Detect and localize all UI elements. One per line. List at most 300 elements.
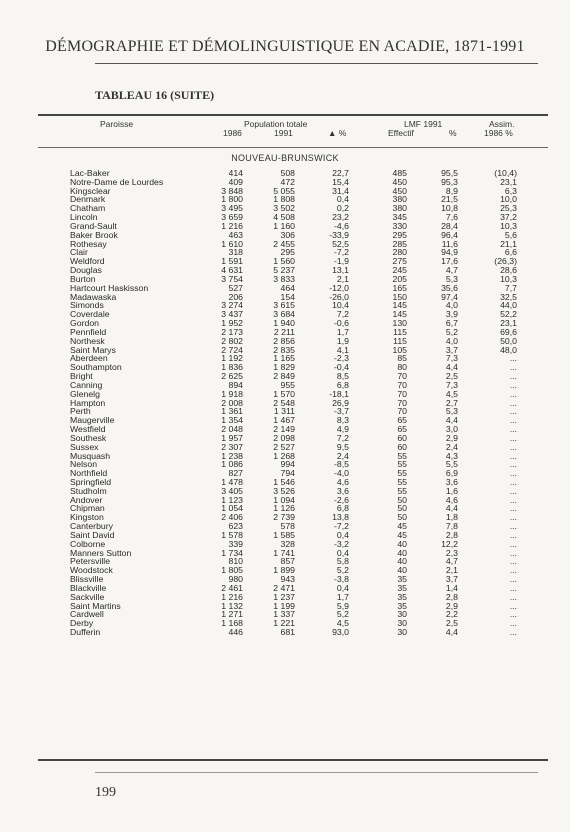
header-assim-year: 1986 % xyxy=(484,128,513,138)
cell-var: 2,1 xyxy=(336,273,349,284)
cell-name: Perth xyxy=(70,406,91,417)
cell-eff: 50 xyxy=(397,494,407,505)
cell-eff: 55 xyxy=(397,468,407,479)
cell-var: 6,8 xyxy=(336,379,349,390)
cell-eff: 70 xyxy=(397,397,407,408)
cell-p91: 681 xyxy=(280,627,295,638)
cell-pct: 95,3 xyxy=(441,176,458,187)
table-top-rule xyxy=(38,114,548,116)
cell-p86: 2 008 xyxy=(221,397,243,408)
cell-p91: 3 502 xyxy=(273,203,295,214)
cell-p86: 2 461 xyxy=(221,582,243,593)
cell-assim: ... xyxy=(509,415,517,426)
page-number: 199 xyxy=(95,785,116,800)
cell-assim: 25,3 xyxy=(500,203,517,214)
cell-eff: 30 xyxy=(397,609,407,620)
cell-var: -3,8 xyxy=(334,574,349,585)
cell-eff: 40 xyxy=(397,565,407,576)
cell-eff: 70 xyxy=(397,406,407,417)
cell-p86: 3 754 xyxy=(221,273,243,284)
cell-pct: 2,5 xyxy=(445,371,458,382)
cell-name: Derby xyxy=(70,618,94,629)
cell-eff: 105 xyxy=(392,344,407,355)
cell-eff: 30 xyxy=(397,618,407,629)
cell-eff: 450 xyxy=(392,176,407,187)
cell-pct: 1,8 xyxy=(445,512,458,523)
cell-var: 0,4 xyxy=(336,582,349,593)
cell-var: 5,9 xyxy=(336,600,349,611)
cell-pct: 5,3 xyxy=(445,406,458,417)
cell-p86: 2 307 xyxy=(221,441,243,452)
cell-p86: 414 xyxy=(228,168,243,178)
cell-p91: 578 xyxy=(280,521,295,532)
cell-assim: (10,4) xyxy=(494,168,517,178)
cell-p91: 3 526 xyxy=(273,485,295,496)
cell-pct: 4,6 xyxy=(445,494,458,505)
cell-var: 5,8 xyxy=(336,556,349,567)
cell-pct: 4,7 xyxy=(445,265,458,276)
cell-assim: ... xyxy=(509,609,517,620)
cell-name: Rothesay xyxy=(70,238,107,249)
cell-p91: 464 xyxy=(280,282,295,293)
cell-p86: 1 800 xyxy=(221,194,243,205)
cell-var: 3,6 xyxy=(336,485,349,496)
cell-eff: 145 xyxy=(392,300,407,311)
cell-pct: 95,5 xyxy=(441,168,458,178)
cell-name: Glenelg xyxy=(70,388,100,399)
cell-pct: 3,9 xyxy=(445,309,458,320)
cell-p86: 2 406 xyxy=(221,512,243,523)
cell-eff: 85 xyxy=(397,353,407,364)
cell-eff: 50 xyxy=(397,512,407,523)
cell-p91: 1 311 xyxy=(273,406,295,417)
cell-assim: ... xyxy=(509,353,517,364)
cell-p86: 206 xyxy=(228,291,243,302)
cell-var: 26,9 xyxy=(332,397,349,408)
cell-p86: 527 xyxy=(228,282,243,293)
cell-pct: 4,5 xyxy=(445,388,458,399)
cell-var: -2,3 xyxy=(334,353,349,364)
cell-p91: 2 835 xyxy=(273,344,295,355)
cell-eff: 55 xyxy=(397,476,407,487)
cell-name: Gordon xyxy=(70,318,99,329)
cell-p91: 1 094 xyxy=(273,494,295,505)
cell-assim: ... xyxy=(509,441,517,452)
cell-p91: 1 126 xyxy=(273,503,295,514)
cell-assim: ... xyxy=(509,450,517,461)
cell-var: -2,6 xyxy=(334,494,349,505)
cell-pct: 10,8 xyxy=(441,203,458,214)
cell-assim: ... xyxy=(509,538,517,549)
running-head: DÉMOGRAPHIE ET DÉMOLINGUISTIQUE EN ACADIE, 1871-1991 xyxy=(45,38,525,55)
cell-eff: 130 xyxy=(392,318,407,329)
cell-p86: 463 xyxy=(228,229,243,240)
cell-p91: 1 268 xyxy=(273,450,295,461)
cell-assim: 32,5 xyxy=(500,291,517,302)
cell-name: Chipman xyxy=(70,503,105,514)
cell-p86: 3 437 xyxy=(221,309,243,320)
cell-eff: 150 xyxy=(392,291,407,302)
cell-assim: ... xyxy=(509,618,517,629)
cell-p91: 2 211 xyxy=(273,326,295,337)
cell-pct: 97,4 xyxy=(441,291,458,302)
cell-var: -33,9 xyxy=(329,229,349,240)
cell-assim: ... xyxy=(509,459,517,470)
cell-assim: ... xyxy=(509,476,517,487)
cell-pct: 2,9 xyxy=(445,600,458,611)
cell-var: 7,2 xyxy=(336,309,349,320)
cell-var: 5,2 xyxy=(336,565,349,576)
header-paroisse: Paroisse xyxy=(100,119,134,129)
cell-name: Andover xyxy=(70,494,103,505)
table-bottom-rule xyxy=(38,759,548,761)
cell-pct: 5,3 xyxy=(445,273,458,284)
cell-var: -4,0 xyxy=(334,468,349,479)
cell-p86: 1 216 xyxy=(221,220,243,231)
cell-name: Weldford xyxy=(70,256,105,267)
cell-var: 5,2 xyxy=(336,609,349,620)
cell-name: Musquash xyxy=(70,450,111,461)
table-row xyxy=(0,628,570,637)
cell-assim: ... xyxy=(509,503,517,514)
cell-var: 4,9 xyxy=(336,424,349,435)
cell-p91: 1 546 xyxy=(273,476,295,487)
cell-var: 31,4 xyxy=(332,185,349,196)
cell-pct: 4,0 xyxy=(445,335,458,346)
cell-pct: 7,8 xyxy=(445,521,458,532)
cell-var: 23,2 xyxy=(332,212,349,223)
cell-p91: 295 xyxy=(280,247,295,258)
cell-p86: 339 xyxy=(228,538,243,549)
cell-pct: 12,2 xyxy=(441,538,458,549)
cell-eff: 40 xyxy=(397,538,407,549)
cell-name: Lincoln xyxy=(70,212,98,223)
cell-assim: ... xyxy=(509,468,517,479)
cell-p86: 1 132 xyxy=(221,600,243,611)
cell-assim: ... xyxy=(509,362,517,373)
cell-p86: 1 957 xyxy=(221,432,243,443)
cell-p86: 3 405 xyxy=(221,485,243,496)
table-title: TABLEAU 16 (SUITE) xyxy=(95,88,215,102)
cell-p86: 1 805 xyxy=(221,565,243,576)
cell-var: 8,5 xyxy=(336,371,349,382)
cell-eff: 35 xyxy=(397,582,407,593)
cell-var: -3,2 xyxy=(334,538,349,549)
cell-p91: 1 199 xyxy=(273,600,295,611)
header-1986: 1986 xyxy=(223,128,242,138)
cell-name: Bright xyxy=(70,371,93,382)
cell-p86: 1 361 xyxy=(221,406,243,417)
cell-pct: 3,7 xyxy=(445,344,458,355)
cell-var: 13,1 xyxy=(332,265,349,276)
cell-p86: 1 578 xyxy=(221,529,243,540)
cell-eff: 115 xyxy=(393,335,407,346)
cell-p86: 894 xyxy=(228,379,243,390)
cell-name: Nelson xyxy=(70,459,98,470)
cell-p91: 2 739 xyxy=(273,512,295,523)
cell-pct: 7,3 xyxy=(445,353,458,364)
running-head-rule xyxy=(95,63,538,64)
cell-p91: 2 849 xyxy=(273,371,295,382)
cell-pct: 1,4 xyxy=(445,582,458,593)
header-delta-pct: ▲ % xyxy=(328,128,347,138)
cell-pct: 2,1 xyxy=(445,565,458,576)
cell-p86: 1 734 xyxy=(221,547,243,558)
cell-pct: 6,9 xyxy=(445,468,458,479)
header-population-totale: Population totale xyxy=(244,119,308,129)
cell-p91: 955 xyxy=(280,379,295,390)
cell-assim: 10,3 xyxy=(500,220,517,231)
cell-var: -8,5 xyxy=(334,459,349,470)
cell-eff: 50 xyxy=(397,503,407,514)
header-lmf1991: LMF 1991 xyxy=(404,119,443,129)
cell-var: -26,0 xyxy=(329,291,349,302)
header-pct: % xyxy=(449,128,457,138)
cell-eff: 45 xyxy=(397,529,407,540)
cell-assim: 44,0 xyxy=(500,300,517,311)
cell-assim: ... xyxy=(509,494,517,505)
cell-var: 4,6 xyxy=(336,476,349,487)
cell-eff: 485 xyxy=(392,168,407,178)
cell-eff: 60 xyxy=(397,441,407,452)
cell-p86: 2 802 xyxy=(221,335,243,346)
cell-p86: 1 238 xyxy=(221,450,243,461)
cell-assim: ... xyxy=(509,521,517,532)
cell-p86: 1 836 xyxy=(221,362,243,373)
cell-pct: 4,0 xyxy=(445,300,458,311)
cell-p86: 1 478 xyxy=(221,476,243,487)
cell-var: 93,0 xyxy=(332,627,349,638)
cell-p86: 2 173 xyxy=(221,326,243,337)
cell-assim: ... xyxy=(509,424,517,435)
cell-assim: 28,6 xyxy=(500,265,517,276)
cell-pct: 1,6 xyxy=(445,485,458,496)
cell-pct: 4,4 xyxy=(445,503,458,514)
cell-eff: 70 xyxy=(397,371,407,382)
cell-name: Baker Brook xyxy=(70,229,118,240)
cell-assim: 23,1 xyxy=(500,176,517,187)
cell-eff: 35 xyxy=(397,600,407,611)
cell-p91: 1 808 xyxy=(273,194,295,205)
cell-pct: 17,6 xyxy=(441,256,458,267)
cell-p86: 2 048 xyxy=(221,424,243,435)
cell-pct: 4,4 xyxy=(445,362,458,373)
cell-p86: 1 354 xyxy=(221,415,243,426)
cell-eff: 30 xyxy=(397,627,407,638)
cell-pct: 8,9 xyxy=(445,185,458,196)
cell-eff: 450 xyxy=(392,185,407,196)
header-rule xyxy=(38,147,548,148)
cell-p91: 1 165 xyxy=(273,353,295,364)
cell-p91: 1 221 xyxy=(273,618,295,629)
cell-name: Canning xyxy=(70,379,103,390)
cell-p91: 1 560 xyxy=(273,256,295,267)
cell-p91: 5 055 xyxy=(273,185,295,196)
cell-assim: ... xyxy=(509,432,517,443)
cell-pct: 7,3 xyxy=(445,379,458,390)
cell-p86: 1 271 xyxy=(221,609,243,620)
cell-eff: 65 xyxy=(397,424,407,435)
cell-p86: 3 495 xyxy=(221,203,243,214)
cell-p86: 827 xyxy=(228,468,243,479)
cell-name: Northesk xyxy=(70,335,105,346)
cell-p91: 1 467 xyxy=(273,415,295,426)
cell-p91: 1 741 xyxy=(273,547,295,558)
cell-var: 0,4 xyxy=(336,529,349,540)
cell-p91: 857 xyxy=(280,556,295,567)
cell-name: Lac-Baker xyxy=(70,168,110,178)
section-label: NOUVEAU-BRUNSWICK xyxy=(231,153,339,163)
cell-name: Dufferin xyxy=(70,627,101,638)
cell-assim: ... xyxy=(509,371,517,382)
cell-pct: 35,6 xyxy=(441,282,458,293)
cell-eff: 380 xyxy=(392,194,407,205)
cell-eff: 165 xyxy=(392,282,407,293)
cell-var: -7,2 xyxy=(334,521,349,532)
cell-name: Notre-Dame de Lourdes xyxy=(70,176,164,187)
cell-p86: 318 xyxy=(228,247,243,258)
cell-name: Springfield xyxy=(70,476,112,487)
cell-p86: 1 918 xyxy=(221,388,243,399)
cell-pct: 3,7 xyxy=(445,574,458,585)
cell-p86: 3 274 xyxy=(221,300,243,311)
cell-p91: 4 508 xyxy=(273,212,295,223)
cell-name: Aberdeen xyxy=(70,353,108,364)
cell-var: -0,4 xyxy=(334,362,349,373)
cell-var: 1,9 xyxy=(336,335,349,346)
cell-pct: 4,7 xyxy=(445,556,458,567)
cell-assim: 6,3 xyxy=(504,185,517,196)
cell-p91: 1 829 xyxy=(273,362,295,373)
cell-name: Manners Sutton xyxy=(70,547,132,558)
cell-name: Coverdale xyxy=(70,309,110,320)
cell-p91: 1 337 xyxy=(273,609,295,620)
cell-p91: 1 585 xyxy=(273,529,295,540)
cell-name: Studholm xyxy=(70,485,107,496)
cell-pct: 5,2 xyxy=(445,326,458,337)
cell-name: Petersville xyxy=(70,556,111,567)
cell-p91: 1 899 xyxy=(273,565,295,576)
cell-p91: 1 237 xyxy=(273,591,295,602)
cell-eff: 345 xyxy=(392,212,407,223)
cell-eff: 205 xyxy=(392,273,407,284)
cell-p91: 5 237 xyxy=(273,265,295,276)
cell-eff: 145 xyxy=(392,309,407,320)
cell-assim: 69,6 xyxy=(500,326,517,337)
cell-pct: 94,9 xyxy=(441,247,458,258)
cell-p91: 2 149 xyxy=(273,424,295,435)
cell-p91: 2 527 xyxy=(273,441,295,452)
cell-p91: 2 098 xyxy=(273,432,295,443)
cell-assim: ... xyxy=(509,512,517,523)
cell-var: 0,4 xyxy=(336,547,349,558)
cell-p86: 1 123 xyxy=(221,494,243,505)
cell-assim: ... xyxy=(509,556,517,567)
cell-p91: 2 856 xyxy=(273,335,295,346)
cell-name: Pennfield xyxy=(70,326,107,337)
cell-var: 4,5 xyxy=(336,618,349,629)
cell-assim: ... xyxy=(509,485,517,496)
cell-name: Saint Martins xyxy=(70,600,121,611)
cell-p86: 1 192 xyxy=(221,353,243,364)
cell-assim: ... xyxy=(509,591,517,602)
cell-assim: 37,2 xyxy=(500,212,517,223)
cell-assim: 6,6 xyxy=(504,247,517,258)
cell-eff: 65 xyxy=(397,415,407,426)
cell-eff: 70 xyxy=(397,388,407,399)
cell-eff: 80 xyxy=(397,362,407,373)
cell-var: -18,1 xyxy=(329,388,349,399)
cell-eff: 35 xyxy=(397,574,407,585)
cell-p86: 1 952 xyxy=(221,318,243,329)
cell-pct: 7,6 xyxy=(445,212,458,223)
cell-assim: ... xyxy=(509,406,517,417)
cell-name: Saint Marys xyxy=(70,344,116,355)
cell-eff: 45 xyxy=(397,521,407,532)
cell-name: Denmark xyxy=(70,194,106,205)
cell-var: 7,2 xyxy=(336,432,349,443)
cell-var: 0,2 xyxy=(336,203,349,214)
cell-name: Douglas xyxy=(70,265,102,276)
cell-var: -7,2 xyxy=(334,247,349,258)
cell-var: -4,6 xyxy=(334,220,349,231)
cell-name: Blackville xyxy=(70,582,107,593)
cell-name: Southesk xyxy=(70,432,107,443)
cell-name: Clair xyxy=(70,247,88,258)
cell-p86: 1 168 xyxy=(221,618,243,629)
cell-p86: 1 610 xyxy=(221,238,243,249)
cell-name: Kingsclear xyxy=(70,185,111,196)
cell-assim: ... xyxy=(509,582,517,593)
cell-name: Hartcourt Haskisson xyxy=(70,282,149,293)
cell-name: Colborne xyxy=(70,538,106,549)
cell-pct: 2,3 xyxy=(445,547,458,558)
cell-pct: 2,2 xyxy=(445,609,458,620)
cell-eff: 245 xyxy=(392,265,407,276)
cell-assim: 5,6 xyxy=(504,229,517,240)
cell-p91: 306 xyxy=(280,229,295,240)
cell-pct: 2,8 xyxy=(445,529,458,540)
cell-pct: 3,6 xyxy=(445,476,458,487)
cell-var: 0,4 xyxy=(336,194,349,205)
cell-assim: 48,0 xyxy=(500,344,517,355)
cell-p86: 446 xyxy=(228,627,243,638)
cell-assim: 23,1 xyxy=(500,318,517,329)
cell-name: Madawaska xyxy=(70,291,117,302)
cell-var: 4,1 xyxy=(336,344,349,355)
cell-p86: 980 xyxy=(228,574,243,585)
cell-assim: 21,1 xyxy=(500,238,517,249)
cell-assim: ... xyxy=(509,627,517,638)
cell-eff: 70 xyxy=(397,379,407,390)
cell-eff: 380 xyxy=(392,203,407,214)
cell-pct: 21,5 xyxy=(441,194,458,205)
cell-assim: ... xyxy=(509,600,517,611)
cell-name: Northfield xyxy=(70,468,108,479)
cell-p91: 328 xyxy=(280,538,295,549)
cell-pct: 4,3 xyxy=(445,450,458,461)
cell-name: Burton xyxy=(70,273,96,284)
header-1991: 1991 xyxy=(274,128,293,138)
cell-pct: 4,4 xyxy=(445,627,458,638)
cell-p86: 2 724 xyxy=(221,344,243,355)
cell-pct: 28,4 xyxy=(441,220,458,231)
cell-p86: 3 659 xyxy=(221,212,243,223)
cell-name: Chatham xyxy=(70,203,106,214)
cell-name: Cardwell xyxy=(70,609,104,620)
cell-pct: 2,8 xyxy=(445,591,458,602)
cell-assim: 50,0 xyxy=(500,335,517,346)
